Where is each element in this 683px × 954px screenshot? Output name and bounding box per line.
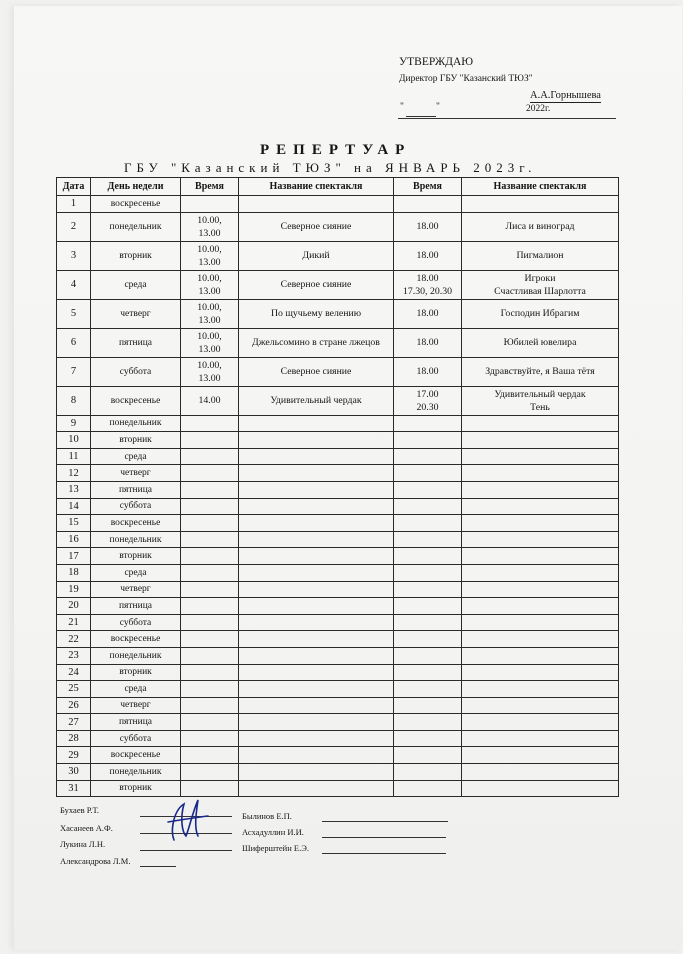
show-2-cell (462, 448, 619, 465)
table-row (57, 764, 619, 781)
show-1-cell (239, 730, 394, 747)
show-title: Тень (530, 401, 550, 413)
table-row (57, 780, 619, 797)
time-value: 13.00 (198, 256, 221, 268)
weekday-cell: воскресенье (91, 196, 181, 213)
show-1-cell (239, 299, 394, 328)
time-value: 18.00 (416, 308, 439, 320)
time-value: 14.00 (198, 395, 221, 407)
show-2-cell (462, 631, 619, 648)
show-1-cell (239, 614, 394, 631)
date-quote-close: " (436, 102, 440, 112)
signatory-right-2: Асхадуллин И.И. (242, 827, 304, 837)
date-cell: 25 (57, 681, 91, 698)
time-1-cell (181, 764, 239, 781)
show-2-cell (462, 697, 619, 714)
date-cell: 4 (57, 270, 91, 299)
header-day: День недели (91, 178, 181, 196)
time-2-cell (394, 647, 462, 664)
show-2-cell (462, 299, 619, 328)
time-1-cell (181, 299, 239, 328)
show-1-cell (239, 415, 394, 432)
weekday-cell: вторник (91, 241, 181, 270)
time-value: 17.00 (416, 388, 439, 400)
time-2-cell (394, 664, 462, 681)
weekday-cell: понедельник (91, 415, 181, 432)
time-1-cell (181, 647, 239, 664)
time-2-cell (394, 498, 462, 515)
show-2-cell (462, 764, 619, 781)
show-1-cell (239, 714, 394, 731)
time-2-cell (394, 681, 462, 698)
signatory-left-3: Лукина Л.Н. (60, 839, 106, 849)
weekday-cell: понедельник (91, 764, 181, 781)
table-row (57, 481, 619, 498)
repertoire-table (56, 177, 619, 797)
table-row (57, 664, 619, 681)
weekday-cell: вторник (91, 432, 181, 449)
date-cell: 18 (57, 564, 91, 581)
time-2-cell (394, 386, 462, 415)
table-row (57, 328, 619, 357)
table-row (57, 548, 619, 565)
show-2-cell (462, 357, 619, 386)
table-row (57, 531, 619, 548)
show-2-cell (462, 747, 619, 764)
show-2-cell (462, 598, 619, 615)
time-2-cell (394, 548, 462, 565)
time-2-cell (394, 515, 462, 532)
show-2-cell (462, 328, 619, 357)
time-2-cell (394, 448, 462, 465)
time-value: 13.00 (198, 314, 221, 326)
time-1-cell (181, 664, 239, 681)
time-2-cell (394, 598, 462, 615)
document-subtitle: ГБУ "Казанский ТЮЗ" на ЯНВАРЬ 2023г. (124, 160, 537, 175)
show-1-cell (239, 241, 394, 270)
table-row (57, 270, 619, 299)
show-1-cell (239, 465, 394, 482)
show-2-cell (462, 714, 619, 731)
date-cell: 6 (57, 328, 91, 357)
date-cell: 5 (57, 299, 91, 328)
table-row (57, 432, 619, 449)
time-2-cell (394, 357, 462, 386)
table-row (57, 747, 619, 764)
weekday-cell: понедельник (91, 212, 181, 241)
show-1-cell (239, 647, 394, 664)
date-cell: 2 (57, 212, 91, 241)
signatory-left-4: Александрова Л.М. (60, 856, 131, 866)
show-title: Удивительный чердак (270, 395, 362, 407)
table-row (57, 212, 619, 241)
weekday-cell: четверг (91, 697, 181, 714)
time-2-cell (394, 730, 462, 747)
time-value: 10.00, (197, 214, 222, 226)
date-cell: 19 (57, 581, 91, 598)
table-row (57, 465, 619, 482)
approval-title: УТВЕРЖДАЮ (399, 56, 474, 68)
date-cell: 17 (57, 548, 91, 565)
time-1-cell (181, 697, 239, 714)
show-1-cell (239, 780, 394, 797)
table-row (57, 714, 619, 731)
time-2-cell (394, 780, 462, 797)
time-1-cell (181, 747, 239, 764)
date-cell: 16 (57, 531, 91, 548)
time-2-cell (394, 697, 462, 714)
show-2-cell (462, 515, 619, 532)
show-title: Здравствуйте, я Ваша тётя (485, 366, 595, 378)
show-1-cell (239, 498, 394, 515)
show-1-cell (239, 196, 394, 213)
table-row (57, 448, 619, 465)
show-2-cell (462, 730, 619, 747)
signatory-right-1: Былинов Е.П. (242, 811, 292, 821)
date-cell: 27 (57, 714, 91, 731)
time-1-cell (181, 614, 239, 631)
show-2-cell (462, 196, 619, 213)
show-title: Дикий (302, 250, 330, 262)
time-1-cell (181, 780, 239, 797)
time-2-cell (394, 432, 462, 449)
show-title: Джельсомино в стране лжецов (252, 337, 380, 349)
time-1-cell (181, 270, 239, 299)
weekday-cell: воскресенье (91, 631, 181, 648)
weekday-cell: понедельник (91, 531, 181, 548)
date-cell: 12 (57, 465, 91, 482)
show-2-cell (462, 614, 619, 631)
time-value: 18.00 (416, 272, 439, 284)
time-2-cell (394, 631, 462, 648)
time-value: 10.00, (197, 359, 222, 371)
show-2-cell (462, 465, 619, 482)
time-value: 20.30 (416, 401, 439, 413)
show-2-cell (462, 415, 619, 432)
show-1-cell (239, 564, 394, 581)
show-1-cell (239, 448, 394, 465)
weekday-cell: пятница (91, 328, 181, 357)
weekday-cell: четверг (91, 581, 181, 598)
time-2-cell (394, 614, 462, 631)
time-value: 13.00 (198, 372, 221, 384)
time-2-cell (394, 564, 462, 581)
table-row (57, 299, 619, 328)
date-cell: 7 (57, 357, 91, 386)
show-2-cell (462, 548, 619, 565)
show-title: Лиса и виноград (505, 221, 575, 233)
time-1-cell (181, 681, 239, 698)
table-row (57, 196, 619, 213)
show-title: Северное сияние (280, 221, 352, 233)
date-quote-open: " (400, 102, 404, 112)
date-cell: 3 (57, 241, 91, 270)
time-value: 18.00 (416, 221, 439, 233)
table-row (57, 241, 619, 270)
table-row (57, 515, 619, 532)
approval-org: Директор ГБУ "Казанский ТЮЗ" (399, 74, 533, 84)
time-1-cell (181, 328, 239, 357)
table-row (57, 581, 619, 598)
header-show-2: Название спектакля (462, 178, 619, 196)
signature-line (322, 821, 448, 822)
weekday-cell: четверг (91, 299, 181, 328)
show-1-cell (239, 697, 394, 714)
weekday-cell: воскресенье (91, 747, 181, 764)
header-time-1: Время (181, 178, 239, 196)
time-2-cell (394, 212, 462, 241)
show-1-cell (239, 432, 394, 449)
approval-year: 2022г. (526, 104, 551, 114)
weekday-cell: понедельник (91, 647, 181, 664)
show-1-cell (239, 515, 394, 532)
weekday-cell: суббота (91, 498, 181, 515)
show-2-cell (462, 581, 619, 598)
show-1-cell (239, 481, 394, 498)
show-2-cell (462, 647, 619, 664)
date-cell: 26 (57, 697, 91, 714)
date-cell: 30 (57, 764, 91, 781)
time-1-cell (181, 386, 239, 415)
show-title: Счастливая Шарлотта (494, 285, 586, 297)
time-1-cell (181, 465, 239, 482)
signature-line (140, 850, 232, 851)
show-2-cell (462, 432, 619, 449)
table-row (57, 564, 619, 581)
time-2-cell (394, 531, 462, 548)
time-value: 13.00 (198, 227, 221, 239)
table-row (57, 730, 619, 747)
time-2-cell (394, 747, 462, 764)
table-row (57, 681, 619, 698)
show-2-cell (462, 498, 619, 515)
weekday-cell: суббота (91, 357, 181, 386)
date-cell: 22 (57, 631, 91, 648)
time-2-cell (394, 241, 462, 270)
time-1-cell (181, 730, 239, 747)
time-1-cell (181, 432, 239, 449)
time-value: 10.00, (197, 272, 222, 284)
time-1-cell (181, 357, 239, 386)
weekday-cell: суббота (91, 730, 181, 747)
date-cell: 24 (57, 664, 91, 681)
time-1-cell (181, 548, 239, 565)
date-cell: 1 (57, 196, 91, 213)
date-cell: 14 (57, 498, 91, 515)
show-1-cell (239, 581, 394, 598)
show-1-cell (239, 531, 394, 548)
show-1-cell (239, 270, 394, 299)
date-cell: 21 (57, 614, 91, 631)
weekday-cell: пятница (91, 481, 181, 498)
show-1-cell (239, 357, 394, 386)
weekday-cell: среда (91, 270, 181, 299)
time-value: 13.00 (198, 285, 221, 297)
approval-name: А.А.Горнышева (530, 90, 601, 101)
signatory-left-1: Бухаев Р.Т. (60, 805, 99, 815)
time-1-cell (181, 241, 239, 270)
time-2-cell (394, 328, 462, 357)
time-1-cell (181, 531, 239, 548)
time-2-cell (394, 764, 462, 781)
signature-line (140, 866, 176, 867)
date-cell: 29 (57, 747, 91, 764)
time-1-cell (181, 448, 239, 465)
date-cell: 10 (57, 432, 91, 449)
signatory-right-3: Шиферштейн Е.Э. (242, 843, 309, 853)
show-2-cell (462, 531, 619, 548)
header-time-2: Время (394, 178, 462, 196)
show-2-cell (462, 212, 619, 241)
date-cell: 9 (57, 415, 91, 432)
show-1-cell (239, 681, 394, 698)
show-2-cell (462, 564, 619, 581)
time-2-cell (394, 196, 462, 213)
day-blank (406, 116, 436, 117)
time-2-cell (394, 714, 462, 731)
table-body (57, 196, 619, 797)
weekday-cell: среда (91, 564, 181, 581)
weekday-cell: вторник (91, 548, 181, 565)
show-1-cell (239, 598, 394, 615)
show-title: Удивительный чердак (494, 388, 586, 400)
weekday-cell: четверг (91, 465, 181, 482)
weekday-cell: воскресенье (91, 386, 181, 415)
show-1-cell (239, 664, 394, 681)
table-row (57, 415, 619, 432)
table-row (57, 386, 619, 415)
table-row (57, 614, 619, 631)
signature-line (322, 837, 446, 838)
show-1-cell (239, 548, 394, 565)
table-row (57, 697, 619, 714)
table-row (57, 357, 619, 386)
time-1-cell (181, 631, 239, 648)
time-1-cell (181, 581, 239, 598)
weekday-cell: среда (91, 448, 181, 465)
show-1-cell (239, 212, 394, 241)
show-title: Юбилей ювелира (503, 337, 577, 349)
show-title: По щучьему велению (270, 308, 362, 320)
show-2-cell (462, 386, 619, 415)
table-row (57, 631, 619, 648)
time-value: 17.30, 20.30 (403, 285, 452, 297)
time-2-cell (394, 270, 462, 299)
show-2-cell (462, 664, 619, 681)
header-date: Дата (57, 178, 91, 196)
time-1-cell (181, 515, 239, 532)
time-2-cell (394, 465, 462, 482)
show-2-cell (462, 241, 619, 270)
table-header-row (57, 178, 619, 196)
table-row (57, 647, 619, 664)
approval-date-line (398, 104, 616, 119)
handwritten-signature (164, 796, 214, 846)
weekday-cell: суббота (91, 614, 181, 631)
time-2-cell (394, 299, 462, 328)
table-row (57, 598, 619, 615)
date-cell: 8 (57, 386, 91, 415)
show-2-cell (462, 481, 619, 498)
date-cell: 28 (57, 730, 91, 747)
time-1-cell (181, 498, 239, 515)
time-1-cell (181, 415, 239, 432)
weekday-cell: вторник (91, 780, 181, 797)
weekday-cell: среда (91, 681, 181, 698)
show-2-cell (462, 780, 619, 797)
time-value: 18.00 (416, 250, 439, 262)
weekday-cell: пятница (91, 598, 181, 615)
date-cell: 23 (57, 647, 91, 664)
show-title: Пигмалион (516, 250, 564, 262)
signatory-left-2: Хасанеев А.Ф. (60, 823, 113, 833)
header-show-1: Название спектакля (239, 178, 394, 196)
time-1-cell (181, 481, 239, 498)
show-title: Господин Ибрагим (500, 308, 580, 320)
weekday-cell: вторник (91, 664, 181, 681)
date-cell: 20 (57, 598, 91, 615)
show-title: Северное сияние (280, 366, 352, 378)
show-2-cell (462, 681, 619, 698)
show-2-cell (462, 270, 619, 299)
time-value: 10.00, (197, 243, 222, 255)
show-1-cell (239, 631, 394, 648)
time-1-cell (181, 212, 239, 241)
table-row (57, 498, 619, 515)
time-value: 18.00 (416, 366, 439, 378)
date-cell: 13 (57, 481, 91, 498)
time-2-cell (394, 481, 462, 498)
show-1-cell (239, 386, 394, 415)
show-1-cell (239, 764, 394, 781)
time-2-cell (394, 581, 462, 598)
time-2-cell (394, 415, 462, 432)
document-title: РЕПЕРТУАР (260, 142, 412, 158)
time-1-cell (181, 714, 239, 731)
show-title: Игроки (524, 272, 556, 284)
weekday-cell: воскресенье (91, 515, 181, 532)
time-value: 13.00 (198, 343, 221, 355)
show-1-cell (239, 747, 394, 764)
time-value: 18.00 (416, 337, 439, 349)
show-title: Северное сияние (280, 279, 352, 291)
weekday-cell: пятница (91, 714, 181, 731)
signature-line (322, 853, 446, 854)
show-1-cell (239, 328, 394, 357)
time-1-cell (181, 564, 239, 581)
time-value: 10.00, (197, 330, 222, 342)
time-1-cell (181, 598, 239, 615)
date-cell: 15 (57, 515, 91, 532)
date-cell: 11 (57, 448, 91, 465)
time-1-cell (181, 196, 239, 213)
time-value: 10.00, (197, 301, 222, 313)
date-cell: 31 (57, 780, 91, 797)
